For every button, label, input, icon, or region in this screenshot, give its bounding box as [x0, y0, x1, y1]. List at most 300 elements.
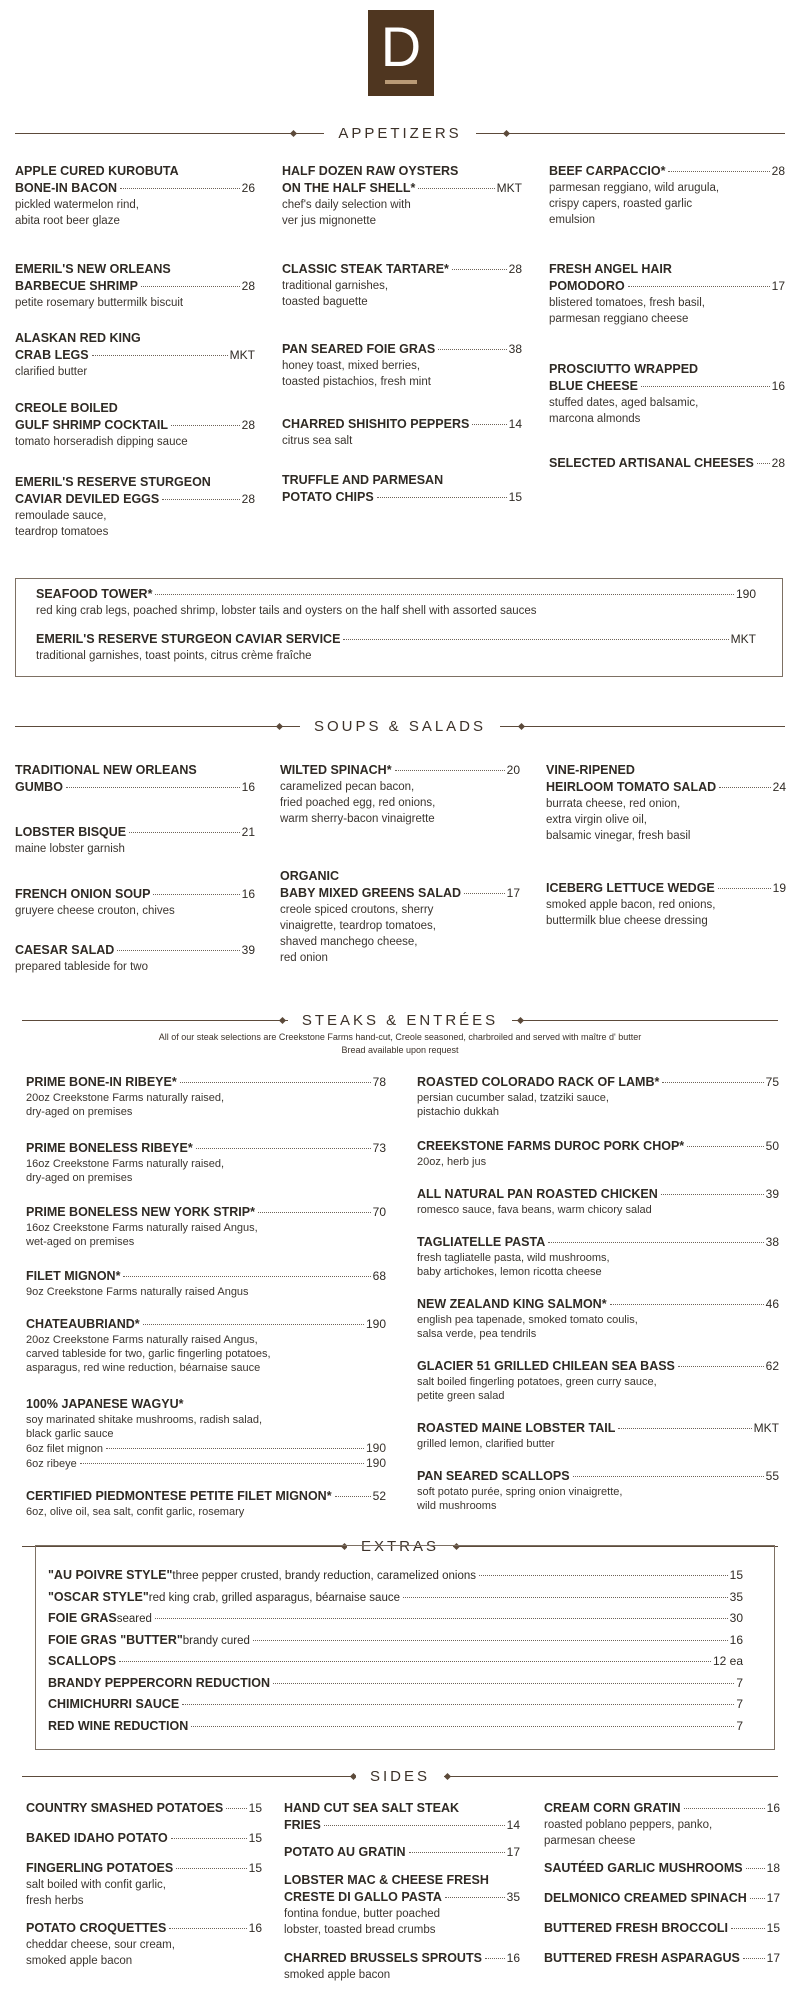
steak-c2-3-name-line — [417, 1234, 779, 1251]
steak-c1-3-name: FILET MIGNON* — [26, 1269, 121, 1283]
soup-c2-1-name: BABY MIXED GREENS SALAD — [280, 886, 462, 900]
extra-2-line — [48, 1610, 743, 1628]
steak-c1-5-name: 100% JAPANESE WAGYU* — [26, 1397, 184, 1411]
soup-c2-0-desc: caramelized pecan bacon, — [280, 781, 415, 793]
leader-dots — [377, 497, 507, 498]
soup-c2-0-desc: warm sherry-bacon vinaigrette — [280, 813, 435, 825]
app-c2-2-desc: honey toast, mixed berries, — [282, 360, 421, 372]
leader-dots — [106, 1448, 364, 1449]
app-c3-1-name-l1: FRESH ANGEL HAIR — [549, 262, 672, 276]
side-c1-3-price: 16 — [248, 1921, 262, 1935]
extra-7-price: 7 — [736, 1718, 743, 1733]
side-c3-item — [544, 1950, 780, 1967]
steak-c2-0-desc: persian cucumber salad, tzatziki sauce, — [417, 1092, 609, 1104]
leader-dots — [176, 1868, 246, 1869]
steak-c1-5-sub-price: 190 — [365, 1441, 386, 1455]
leader-dots — [155, 1618, 728, 1619]
app-c3-1-desc: blistered tomatoes, fresh basil, — [549, 297, 705, 309]
soup-c2-0-price: 20 — [506, 763, 520, 777]
extra-0-price: 15 — [729, 1568, 743, 1582]
leader-dots — [66, 787, 240, 788]
steak-c2-item — [417, 1358, 779, 1403]
app-c1-0-name: BONE-IN BACON — [15, 181, 118, 195]
app-c3-item — [549, 455, 785, 472]
app-c1-2-name-l1: ALASKAN RED KING — [15, 331, 141, 345]
app-c2-2-name-line — [282, 341, 522, 358]
steak-c2-4-name: NEW ZEALAND KING SALMON* — [417, 1297, 607, 1311]
steak-c1-1-desc: dry-aged on premises — [26, 1172, 133, 1184]
leader-dots — [273, 1683, 734, 1684]
app-c3-0-desc: crispy capers, roasted garlic — [549, 198, 693, 210]
app-c3-2-desc: marcona almonds — [549, 413, 641, 425]
steak-c1-5-desc: black garlic sauce — [26, 1428, 114, 1440]
steak-c1-3-name-line — [26, 1268, 386, 1285]
leader-dots — [445, 1897, 505, 1898]
app-c1-item — [15, 261, 255, 311]
steak-c1-6-name-line — [26, 1488, 386, 1505]
side-c1-3-name-line — [26, 1920, 262, 1937]
app-c1-3-name: GULF SHRIMP COCKTAIL — [15, 418, 169, 432]
app-c2-0-name: ON THE HALF SHELL* — [282, 181, 416, 195]
leader-dots — [548, 1242, 763, 1243]
app-c2-1-name: CLASSIC STEAK TARTARE* — [282, 262, 449, 276]
steak-c1-5-sub-price: 190 — [365, 1456, 386, 1470]
steak-c1-item — [26, 1204, 386, 1249]
restaurant-logo — [368, 10, 434, 96]
soup-c1-item — [15, 886, 255, 919]
app-c1-3-desc: tomato horseradish dipping sauce — [15, 436, 188, 448]
tower-0-price: 190 — [735, 587, 756, 601]
steak-c2-1-name-line — [417, 1138, 779, 1155]
tower-0-name-line — [36, 586, 756, 603]
side-c3-4-price: 17 — [766, 1951, 780, 1965]
app-c2-4-price: 15 — [508, 490, 522, 504]
side-c1-item — [26, 1800, 262, 1817]
leader-dots — [418, 188, 494, 189]
leader-dots — [743, 1958, 765, 1959]
side-c1-item — [26, 1860, 262, 1909]
side-c1-2-desc: fresh herbs — [26, 1895, 84, 1907]
soup-c3-1-desc: smoked apple bacon, red onions, — [546, 899, 716, 911]
app-c3-1-name-line — [549, 278, 785, 295]
steak-c2-5-desc: petite green salad — [417, 1390, 505, 1402]
steak-c2-0-name: ROASTED COLORADO RACK OF LAMB* — [417, 1075, 660, 1089]
extra-0-desc: three pepper crusted, brandy reduction, caramelized onions — [172, 1570, 477, 1582]
app-c2-0-price: MKT — [496, 181, 522, 195]
tower-item — [36, 631, 756, 664]
steak-c2-1-name: CREEKSTONE FARMS DUROC PORK CHOP* — [417, 1139, 685, 1153]
app-c2-3-name: CHARRED SHISHITO PEPPERS — [282, 417, 470, 431]
leader-dots — [141, 286, 240, 287]
steak-c1-5-sub-label: 6oz filet mignon — [26, 1443, 104, 1455]
app-c2-1-desc: toasted baguette — [282, 296, 368, 308]
extra-5-name: BRANDY PEPPERCORN REDUCTION — [48, 1675, 271, 1690]
side-c3-1-price: 18 — [766, 1861, 780, 1875]
steak-c1-0-desc: dry-aged on premises — [26, 1106, 133, 1118]
side-c3-item — [544, 1860, 780, 1877]
soup-c2-1-name-l1: ORGANIC — [280, 869, 340, 883]
steak-c2-3-name: TAGLIATELLE PASTA — [417, 1235, 546, 1249]
leader-dots — [757, 463, 770, 464]
steak-c1-2-price: 70 — [372, 1205, 386, 1219]
leader-dots — [180, 1082, 371, 1083]
app-c2-0-name-line — [282, 180, 522, 197]
app-c2-1-name-line — [282, 261, 522, 278]
app-c2-3-name-line — [282, 416, 522, 433]
steak-c2-4-price: 46 — [765, 1297, 779, 1311]
app-c2-2-name: PAN SEARED FOIE GRAS — [282, 342, 436, 356]
steak-c2-4-desc: english pea tapenade, smoked tomato coulis, — [417, 1314, 638, 1326]
steak-c1-6-price: 52 — [372, 1489, 386, 1503]
app-c3-3-name: SELECTED ARTISANAL CHEESES — [549, 456, 754, 470]
app-c1-0-desc: pickled watermelon rind, — [15, 199, 140, 211]
side-c3-0-name-line — [544, 1800, 780, 1817]
steak-c1-0-price: 78 — [372, 1075, 386, 1089]
steak-c1-item — [26, 1396, 386, 1471]
app-c2-item — [282, 261, 522, 310]
side-c3-2-name: DELMONICO CREAMED SPINACH — [544, 1891, 747, 1905]
leader-dots — [343, 639, 728, 640]
steak-c1-item — [26, 1268, 386, 1299]
app-c1-1-price: 28 — [241, 279, 255, 293]
steak-c1-1-price: 73 — [372, 1141, 386, 1155]
leader-dots — [750, 1898, 765, 1899]
leader-dots — [438, 349, 506, 350]
extra-0-name: "AU POIVRE STYLE" — [48, 1568, 173, 1582]
side-c2-2-name-l1: LOBSTER MAC & CHEESE FRESH — [284, 1873, 489, 1887]
app-c2-0-desc: chef's daily selection with — [282, 199, 411, 211]
extra-7-line — [48, 1718, 743, 1735]
leader-dots — [162, 499, 239, 500]
side-c1-0-price: 15 — [248, 1801, 262, 1815]
soup-c1-1-name: LOBSTER BISQUE — [15, 825, 127, 839]
steak-c2-1-price: 50 — [765, 1139, 779, 1153]
leader-dots — [464, 893, 505, 894]
steak-c1-2-name-line — [26, 1204, 386, 1221]
side-c3-3-name: BUTTERED FRESH BROCCOLI — [544, 1921, 729, 1935]
app-c1-4-desc: remoulade sauce, — [15, 510, 107, 522]
leader-dots — [196, 1148, 371, 1149]
leader-dots — [485, 1958, 505, 1959]
side-c1-item — [26, 1830, 262, 1847]
steak-c1-5-sub-1 — [26, 1456, 386, 1471]
side-c3-2-price: 17 — [766, 1891, 780, 1905]
steak-c2-6-desc: grilled lemon, clarified butter — [417, 1438, 555, 1450]
side-c2-1-name-line — [284, 1844, 520, 1861]
side-c3-3-name-line — [544, 1920, 780, 1937]
steak-c2-5-price: 62 — [765, 1359, 779, 1373]
app-c2-1-price: 28 — [508, 262, 522, 276]
steak-c2-item — [417, 1420, 779, 1451]
appetizers-title: APPETIZERS — [324, 125, 475, 142]
side-c1-0-name: COUNTRY SMASHED POTATOES — [26, 1801, 224, 1815]
side-c1-3-desc: cheddar cheese, sour cream, — [26, 1939, 175, 1951]
steaks-note-2: Bread available upon request — [341, 1045, 459, 1055]
leader-dots — [409, 1852, 505, 1853]
app-c3-0-price: 28 — [771, 164, 785, 178]
side-c3-1-name: SAUTÉED GARLIC MUSHROOMS — [544, 1861, 743, 1875]
leader-dots — [153, 894, 239, 895]
side-c3-0-desc: roasted poblano peppers, panko, — [544, 1819, 713, 1831]
steak-c2-5-name: GLACIER 51 GRILLED CHILEAN SEA BASS — [417, 1359, 675, 1373]
steak-c1-item — [26, 1316, 386, 1375]
steak-c1-item — [26, 1140, 386, 1185]
steak-c2-7-desc: wild mushrooms — [417, 1500, 497, 1512]
steak-c2-2-price: 39 — [765, 1187, 779, 1201]
steak-c2-6-price: MKT — [753, 1421, 779, 1435]
soup-c3-0-desc: extra virgin olive oil, — [546, 814, 647, 826]
soup-c1-3-name-line — [15, 942, 255, 959]
app-c1-2-price: MKT — [229, 348, 255, 362]
steak-c2-2-name-line — [417, 1186, 779, 1203]
leader-dots — [403, 1597, 728, 1598]
app-c1-4-name-l1: EMERIL'S RESERVE STURGEON — [15, 475, 211, 489]
soup-c1-0-name: GUMBO — [15, 780, 63, 794]
soup-c3-1-name: ICEBERG LETTUCE WEDGE — [546, 881, 715, 895]
side-c2-2-desc: lobster, toasted bread crumbs — [284, 1924, 436, 1936]
soup-c1-3-desc: prepared tableside for two — [15, 961, 148, 973]
soup-c2-0-name: WILTED SPINACH* — [280, 763, 392, 777]
app-c1-4-name: CAVIAR DEVILED EGGS — [15, 492, 160, 506]
soup-c2-item — [280, 868, 520, 966]
steak-c1-2-desc: wet-aged on premises — [26, 1236, 135, 1248]
soup-c1-3-price: 39 — [241, 943, 255, 957]
soup-c2-item — [280, 762, 520, 827]
soup-c1-1-desc: maine lobster garnish — [15, 843, 125, 855]
leader-dots — [719, 787, 771, 788]
leader-dots — [628, 286, 770, 287]
tower-0-desc: red king crab legs, poached shrimp, lobster tails and oysters on the half shell with assorted sauces — [36, 605, 537, 617]
side-c3-item — [544, 1800, 780, 1849]
steak-c1-1-desc: 16oz Creekstone Farms naturally raised, — [26, 1158, 225, 1170]
leader-dots — [143, 1324, 364, 1325]
side-c2-item — [284, 1872, 520, 1938]
steak-c2-7-price: 55 — [765, 1469, 779, 1483]
steak-c2-item — [417, 1074, 779, 1119]
extra-5-line — [48, 1675, 743, 1692]
app-c2-4-name-l1: TRUFFLE AND PARMESAN — [282, 473, 444, 487]
app-c3-0-name-line — [549, 163, 785, 180]
extra-6-price: 7 — [736, 1697, 743, 1711]
app-c1-item — [15, 474, 255, 540]
leader-dots — [258, 1212, 371, 1213]
steak-c1-0-name: PRIME BONE-IN RIBEYE* — [26, 1075, 177, 1089]
soup-c1-0-name-l1: TRADITIONAL NEW ORLEANS — [15, 763, 197, 777]
side-c3-4-name: BUTTERED FRESH ASPARAGUS — [544, 1951, 740, 1965]
app-c3-2-name-l1: PROSCIUTTO WRAPPED — [549, 362, 699, 376]
soup-c2-1-desc: vinaigrette, teardrop tomatoes, — [280, 920, 436, 932]
leader-dots — [718, 888, 771, 889]
app-c2-1-desc: traditional garnishes, — [282, 280, 389, 292]
leader-dots — [191, 1726, 734, 1727]
app-c3-1-name: POMODORO — [549, 279, 625, 293]
extra-1-price: 35 — [729, 1589, 743, 1604]
side-c2-0-name-line — [284, 1817, 520, 1834]
soups-header — [15, 718, 785, 736]
app-c2-item — [282, 163, 522, 229]
steak-c1-1-name: PRIME BONELESS RIBEYE* — [26, 1141, 193, 1155]
leader-dots — [731, 1928, 765, 1929]
leader-dots — [661, 1194, 764, 1195]
leader-dots — [618, 1428, 751, 1429]
app-c1-3-name-l1: CREOLE BOILED — [15, 401, 118, 415]
steak-c2-0-desc: pistachio dukkah — [417, 1106, 499, 1118]
steak-c2-3-desc: fresh tagliatelle pasta, wild mushrooms, — [417, 1252, 610, 1264]
leader-dots — [119, 1661, 711, 1662]
side-c2-1-name: POTATO AU GRATIN — [284, 1845, 406, 1859]
soup-c3-1-desc: buttermilk blue cheese dressing — [546, 915, 708, 927]
extras-title: EXTRAS — [347, 1538, 453, 1555]
app-c1-2-name: CRAB LEGS — [15, 348, 89, 362]
soup-c3-0-name-l1: VINE-RIPENED — [546, 763, 635, 777]
tower-item — [36, 586, 756, 619]
leader-dots — [182, 1704, 734, 1705]
side-c1-1-price: 15 — [248, 1831, 262, 1845]
steak-c1-6-name: CERTIFIED PIEDMONTESE PETITE FILET MIGNON* — [26, 1489, 332, 1503]
side-c2-2-name-line — [284, 1889, 520, 1906]
leader-dots — [641, 386, 770, 387]
leader-dots — [80, 1463, 364, 1464]
extra-1-desc: red king crab, grilled asparagus, béarnaise sauce — [148, 1591, 400, 1604]
extra-2-desc: seared — [116, 1613, 152, 1625]
app-c3-2-name: BLUE CHEESE — [549, 379, 638, 393]
side-c2-2-price: 35 — [506, 1890, 520, 1904]
soup-c3-item — [546, 880, 786, 929]
leader-dots — [123, 1276, 370, 1277]
extra-3-desc: brandy cured — [182, 1634, 250, 1647]
app-c2-item — [282, 341, 522, 390]
leader-dots — [324, 1825, 505, 1826]
extra-3-name: FOIE GRAS "BUTTER" — [48, 1632, 183, 1647]
side-c2-0-price: 14 — [506, 1818, 520, 1832]
steak-c2-5-desc: salt boiled fingerling potatoes, green curry sauce, — [417, 1376, 657, 1388]
sides-header — [22, 1768, 778, 1786]
soup-c3-0-price: 24 — [772, 780, 786, 794]
app-c1-1-desc: petite rosemary buttermilk biscuit — [15, 297, 184, 309]
tower-1-desc: traditional garnishes, toast points, citrus crème fraîche — [36, 650, 312, 662]
side-c1-0-name-line — [26, 1800, 262, 1817]
app-c1-2-name-line — [15, 347, 255, 364]
soup-c2-1-desc: creole spiced croutons, sherry — [280, 904, 434, 916]
steak-c2-2-name: ALL NATURAL PAN ROASTED CHICKEN — [417, 1187, 658, 1201]
app-c3-item — [549, 261, 785, 327]
steak-c1-4-desc: 20oz Creekstone Farms naturally raised Angus, — [26, 1334, 258, 1346]
side-c3-0-name: CREAM CORN GRATIN — [544, 1801, 681, 1815]
steak-c2-6-name-line — [417, 1420, 779, 1437]
app-c2-2-desc: toasted pistachios, fresh mint — [282, 376, 431, 388]
side-c2-2-name: CRESTE DI GALLO PASTA — [284, 1890, 442, 1904]
soup-c1-0-name-line — [15, 779, 255, 796]
steak-c1-item — [26, 1074, 386, 1119]
soup-c1-item — [15, 824, 255, 857]
logo-letter: D — [380, 15, 422, 78]
extra-5-price: 7 — [736, 1675, 743, 1690]
steak-c1-5-sub-0 — [26, 1441, 386, 1456]
app-c3-item — [549, 163, 785, 228]
side-c1-3-name: POTATO CROQUETTES — [26, 1921, 167, 1935]
extra-3-line — [48, 1632, 743, 1650]
steak-c1-2-name: PRIME BONELESS NEW YORK STRIP* — [26, 1205, 255, 1219]
steak-c2-0-price: 75 — [765, 1075, 779, 1089]
soup-c1-1-price: 21 — [241, 825, 255, 839]
app-c1-3-name-line — [15, 417, 255, 434]
soup-c2-1-desc: red onion — [280, 952, 328, 964]
app-c3-2-desc: stuffed dates, aged balsamic, — [549, 397, 699, 409]
side-c1-2-name: FINGERLING POTATOES — [26, 1861, 174, 1875]
extra-4-line — [48, 1653, 743, 1670]
app-c1-0-price: 26 — [241, 181, 255, 195]
leader-dots — [226, 1808, 246, 1809]
steaks-note-1: All of our steak selections are Creekstone Farms hand-cut, Creole seasoned, charbroiled and served with maître d' butter — [158, 1032, 642, 1042]
steak-c1-item — [26, 1488, 386, 1519]
app-c2-item — [282, 472, 522, 506]
steak-c2-0-name-line — [417, 1074, 779, 1091]
side-c2-3-desc: smoked apple bacon — [284, 1969, 391, 1981]
soup-c1-2-desc: gruyere cheese crouton, chives — [15, 905, 175, 917]
app-c2-4-name-line — [282, 489, 522, 506]
app-c3-0-name: BEEF CARPACCIO* — [549, 164, 666, 178]
side-c1-1-name: BAKED IDAHO POTATO — [26, 1831, 168, 1845]
logo-accent-bar — [385, 80, 417, 84]
steak-c2-1-desc: 20oz, herb jus — [417, 1156, 487, 1168]
sides-title: SIDES — [356, 1768, 444, 1785]
soup-c3-item — [546, 762, 786, 844]
leader-dots — [169, 1928, 246, 1929]
side-c3-1-name-line — [544, 1860, 780, 1877]
leader-dots — [678, 1366, 764, 1367]
steak-c1-4-desc: carved tableside for two, garlic fingerling potatoes, — [26, 1348, 271, 1360]
steak-c1-4-name: CHATEAUBRIAND* — [26, 1317, 140, 1331]
extra-7-name: RED WINE REDUCTION — [48, 1718, 189, 1733]
app-c3-2-name-line — [549, 378, 785, 395]
soup-c3-0-name-line — [546, 779, 786, 796]
extra-2-price: 30 — [729, 1611, 743, 1625]
leader-dots — [171, 1838, 247, 1839]
tower-1-name: EMERIL'S RESERVE STURGEON CAVIAR SERVICE — [36, 632, 341, 646]
app-c3-3-name-line — [549, 455, 785, 472]
side-c1-item — [26, 1920, 262, 1969]
steak-c1-3-desc: 9oz Creekstone Farms naturally raised Angus — [26, 1286, 249, 1298]
side-c3-3-price: 15 — [766, 1921, 780, 1935]
side-c3-4-name-line — [544, 1950, 780, 1967]
steaks-header — [22, 1012, 778, 1030]
side-c2-item — [284, 1844, 520, 1861]
app-c1-0-name-l1: APPLE CURED KUROBUTA — [15, 164, 179, 178]
soup-c2-0-desc: fried poached egg, red onions, — [280, 797, 436, 809]
steak-c1-2-desc: 16oz Creekstone Farms naturally raised Angus, — [26, 1222, 258, 1234]
app-c2-2-price: 38 — [508, 342, 522, 356]
extra-4-price: 12 ea — [712, 1654, 743, 1668]
soup-c1-2-name-line — [15, 886, 255, 903]
extra-3-price: 16 — [729, 1632, 743, 1647]
app-c2-item — [282, 416, 522, 449]
side-c2-item — [284, 1950, 520, 1983]
leader-dots — [253, 1640, 728, 1641]
steak-c1-6-desc: 6oz, olive oil, sea salt, confit garlic, rosemary — [26, 1506, 245, 1518]
app-c3-2-price: 16 — [771, 379, 785, 393]
leader-dots — [335, 1496, 371, 1497]
steak-c1-5-sub-label: 6oz ribeye — [26, 1458, 77, 1470]
extra-4-name: SCALLOPS — [48, 1654, 117, 1668]
leader-dots — [610, 1304, 764, 1305]
extra-1-line — [48, 1589, 743, 1607]
app-c1-4-desc: teardrop tomatoes — [15, 526, 109, 538]
soup-c1-3-name: CAESAR SALAD — [15, 943, 115, 957]
leader-dots — [668, 171, 769, 172]
leader-dots — [395, 770, 505, 771]
app-c1-1-name-line — [15, 278, 255, 295]
leader-dots — [573, 1476, 764, 1477]
